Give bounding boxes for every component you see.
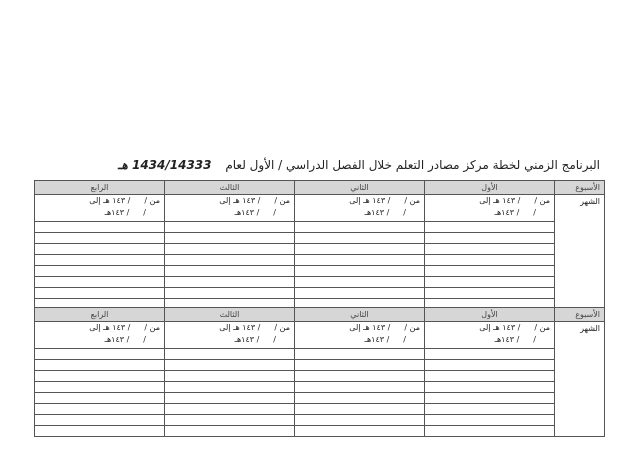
slash: / [257, 196, 261, 205]
blank-cell [35, 266, 165, 277]
slash: / [144, 196, 148, 205]
date-line-1 [165, 322, 294, 334]
slash: / [126, 335, 130, 344]
date-text: ١٤٣هـ [104, 208, 125, 217]
blank-cell [425, 382, 555, 393]
week-1-dates [425, 322, 555, 349]
slash: / [403, 208, 406, 217]
slash: / [516, 208, 520, 217]
slash: / [387, 323, 391, 332]
date-line-2 [295, 207, 424, 219]
slash: / [386, 208, 390, 217]
blank-cell [35, 244, 165, 255]
slash: / [273, 335, 276, 344]
slash: / [274, 323, 278, 332]
week-4-dates [35, 322, 165, 349]
blank-row [35, 288, 605, 299]
blank-cell [165, 349, 295, 360]
blank-cell [35, 233, 165, 244]
date-text: ١٤٣هـ [364, 208, 385, 217]
blank-cell [35, 371, 165, 382]
month-cell [555, 322, 605, 437]
blank-cell [425, 404, 555, 415]
date-text: ١٤٣هـ [234, 335, 255, 344]
date-text: ١٤٣هـ [494, 208, 515, 217]
blank-cell [165, 288, 295, 299]
blank-cell [165, 371, 295, 382]
week-header: الأسبوع [555, 308, 605, 322]
blank-cell [165, 426, 295, 437]
blank-cell [425, 415, 555, 426]
blank-cell [295, 288, 425, 299]
blank-cell [425, 288, 555, 299]
blank-cell [35, 360, 165, 371]
slash: / [256, 335, 260, 344]
blank-cell [425, 371, 555, 382]
blank-row [35, 244, 605, 255]
date-text: ١٤٣ هـ إلى [219, 196, 256, 205]
blank-cell [165, 360, 295, 371]
document-title [40, 156, 600, 174]
from-label: من [149, 196, 160, 205]
slash: / [403, 335, 406, 344]
blank-cell [165, 404, 295, 415]
blank-row [35, 222, 605, 233]
slash: / [257, 323, 261, 332]
slash: / [387, 196, 391, 205]
blank-row [35, 426, 605, 437]
from-label: من [539, 196, 550, 205]
slash: / [256, 208, 260, 217]
blank-row [35, 266, 605, 277]
date-text: ١٤٣هـ [104, 335, 125, 344]
blank-cell [425, 426, 555, 437]
blank-row [35, 415, 605, 426]
date-line-1 [165, 195, 294, 207]
slash: / [143, 208, 146, 217]
header-row [35, 308, 605, 322]
blank-row [35, 349, 605, 360]
blank-cell [35, 393, 165, 404]
slash: / [144, 323, 148, 332]
date-row [35, 195, 605, 222]
week-3-dates [165, 195, 295, 222]
slash: / [533, 335, 536, 344]
blank-cell [295, 371, 425, 382]
blank-cell [165, 277, 295, 288]
slash: / [127, 196, 131, 205]
blank-cell [295, 382, 425, 393]
blank-cell [165, 233, 295, 244]
blank-cell [35, 415, 165, 426]
slash: / [517, 323, 521, 332]
date-line-1 [425, 322, 554, 334]
date-text: ١٤٣ هـ إلى [219, 323, 256, 332]
blank-cell [165, 415, 295, 426]
blank-cell [165, 244, 295, 255]
week-4-header: الرابع [35, 181, 165, 195]
blank-row [35, 393, 605, 404]
header-row [35, 181, 605, 195]
blank-cell [165, 382, 295, 393]
blank-cell [35, 382, 165, 393]
blank-cell [295, 393, 425, 404]
date-line-1 [35, 195, 164, 207]
from-label: من [539, 323, 550, 332]
blank-cell [295, 426, 425, 437]
blank-cell [295, 360, 425, 371]
blank-cell [165, 393, 295, 404]
from-label: من [149, 323, 160, 332]
month-cell [555, 195, 605, 321]
slash: / [404, 323, 408, 332]
blank-cell [35, 349, 165, 360]
week-3-dates [165, 322, 295, 349]
week-1-dates [425, 195, 555, 222]
blank-cell [295, 266, 425, 277]
schedule-table-1 [34, 180, 605, 321]
slash: / [404, 196, 408, 205]
week-2-header: الثاني [295, 308, 425, 322]
blank-row [35, 233, 605, 244]
blank-cell [295, 404, 425, 415]
blank-cell [425, 233, 555, 244]
blank-cell [295, 244, 425, 255]
blank-cell [295, 222, 425, 233]
week-header: الأسبوع [555, 181, 605, 195]
date-line-2 [165, 207, 294, 219]
from-label: من [279, 323, 290, 332]
date-line-2 [165, 334, 294, 346]
month-label: الشهر [580, 324, 600, 333]
date-line-1 [295, 195, 424, 207]
date-line-2 [425, 207, 554, 219]
title-text: البرنامج الزمني لخطة مركز مصادر التعلم خلال الفصل الدراسي / الأول لعام [225, 158, 600, 172]
blank-row [35, 277, 605, 288]
blank-cell [425, 360, 555, 371]
date-line-2 [35, 207, 164, 219]
week-4-header: الرابع [35, 308, 165, 322]
slash: / [534, 323, 538, 332]
date-line-2 [35, 334, 164, 346]
slash: / [273, 208, 276, 217]
date-text: ١٤٣ هـ إلى [479, 323, 516, 332]
from-label: من [409, 323, 420, 332]
blank-cell [425, 393, 555, 404]
date-line-1 [425, 195, 554, 207]
date-line-2 [295, 334, 424, 346]
blank-cell [35, 222, 165, 233]
blank-cell [425, 277, 555, 288]
date-text: ١٤٣هـ [364, 335, 385, 344]
blank-cell [425, 255, 555, 266]
from-label: من [409, 196, 420, 205]
date-line-1 [35, 322, 164, 334]
blank-cell [165, 266, 295, 277]
slash: / [126, 208, 130, 217]
date-text: ١٤٣ هـ إلى [479, 196, 516, 205]
blank-cell [425, 266, 555, 277]
slash: / [516, 335, 520, 344]
from-label: من [279, 196, 290, 205]
blank-cell [425, 349, 555, 360]
blank-cell [35, 277, 165, 288]
date-line-2 [425, 334, 554, 346]
slash: / [533, 208, 536, 217]
slash: / [143, 335, 146, 344]
blank-row [35, 382, 605, 393]
date-text: ١٤٣هـ [494, 335, 515, 344]
week-3-header: الثالث [165, 181, 295, 195]
blank-cell [35, 288, 165, 299]
week-2-dates [295, 322, 425, 349]
week-1-header: الأول [425, 308, 555, 322]
blank-cell [35, 404, 165, 415]
date-text: ١٤٣هـ [234, 208, 255, 217]
schedule-table-2 [34, 307, 605, 437]
slash: / [274, 196, 278, 205]
blank-cell [165, 255, 295, 266]
date-text: ١٤٣ هـ إلى [349, 196, 386, 205]
slash: / [386, 335, 390, 344]
slash: / [517, 196, 521, 205]
blank-row [35, 371, 605, 382]
blank-cell [295, 415, 425, 426]
blank-cell [165, 222, 295, 233]
title-year: 1434/14333 هـ [117, 158, 212, 172]
blank-cell [295, 255, 425, 266]
blank-cell [295, 349, 425, 360]
week-4-dates [35, 195, 165, 222]
blank-row [35, 255, 605, 266]
date-row [35, 322, 605, 349]
date-line-1 [295, 322, 424, 334]
date-text: ١٤٣ هـ إلى [89, 323, 126, 332]
week-2-header: الثاني [295, 181, 425, 195]
date-text: ١٤٣ هـ إلى [349, 323, 386, 332]
month-label: الشهر [580, 197, 600, 206]
blank-cell [35, 255, 165, 266]
blank-cell [425, 222, 555, 233]
week-3-header: الثالث [165, 308, 295, 322]
week-2-dates [295, 195, 425, 222]
blank-row [35, 404, 605, 415]
date-text: ١٤٣ هـ إلى [89, 196, 126, 205]
slash: / [127, 323, 131, 332]
blank-cell [35, 426, 165, 437]
blank-cell [295, 277, 425, 288]
blank-cell [295, 233, 425, 244]
slash: / [534, 196, 538, 205]
week-1-header: الأول [425, 181, 555, 195]
blank-cell [425, 244, 555, 255]
blank-row [35, 360, 605, 371]
